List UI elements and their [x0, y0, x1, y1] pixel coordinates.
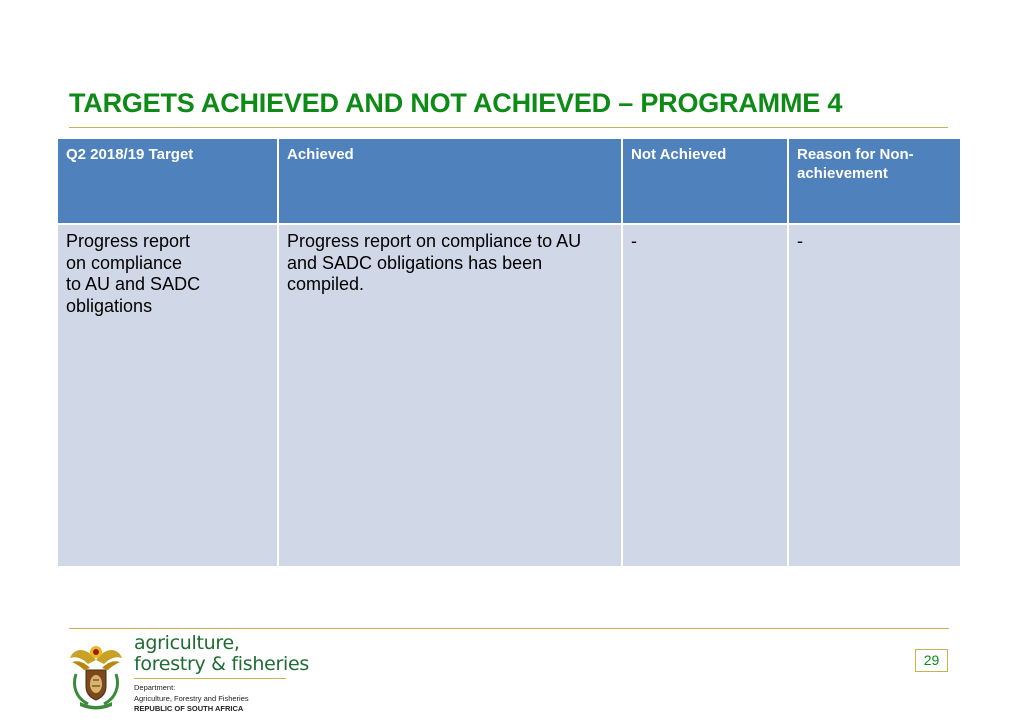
table-row [57, 224, 961, 567]
targets-table [56, 137, 962, 568]
column-header-not-achieved: Not Achieved [622, 138, 788, 224]
country-name: REPUBLIC OF SOUTH AFRICA [134, 704, 244, 713]
table-header-row [57, 138, 961, 224]
column-header-achieved: Achieved [278, 138, 622, 224]
cell-reason: - [788, 224, 961, 567]
cell-target: Progress report on compliance to AU and SADC obligations [57, 224, 278, 567]
department-label: Department: [134, 683, 176, 692]
slide-title: TARGETS ACHIEVED AND NOT ACHIEVED – PROGRAMME 4 [69, 88, 843, 118]
column-header-reason: Reason for Non-achievement [788, 138, 961, 224]
cell-not-achieved: - [622, 224, 788, 567]
department-brand-name: agriculture, forestry & fisheries [134, 632, 309, 675]
department-details [134, 683, 249, 715]
department-full-name: Agriculture, Forestry and Fisheries [134, 693, 249, 703]
title-divider [69, 127, 948, 128]
cell-achieved: Progress report on compliance to AU and SADC obligations has been compiled. [278, 224, 622, 567]
column-header-target: Q2 2018/19 Target [57, 138, 278, 224]
department-brand-divider [134, 678, 286, 679]
footer-divider [69, 628, 949, 629]
page-number: 29 [915, 649, 948, 672]
coat-of-arms-icon [68, 640, 124, 710]
